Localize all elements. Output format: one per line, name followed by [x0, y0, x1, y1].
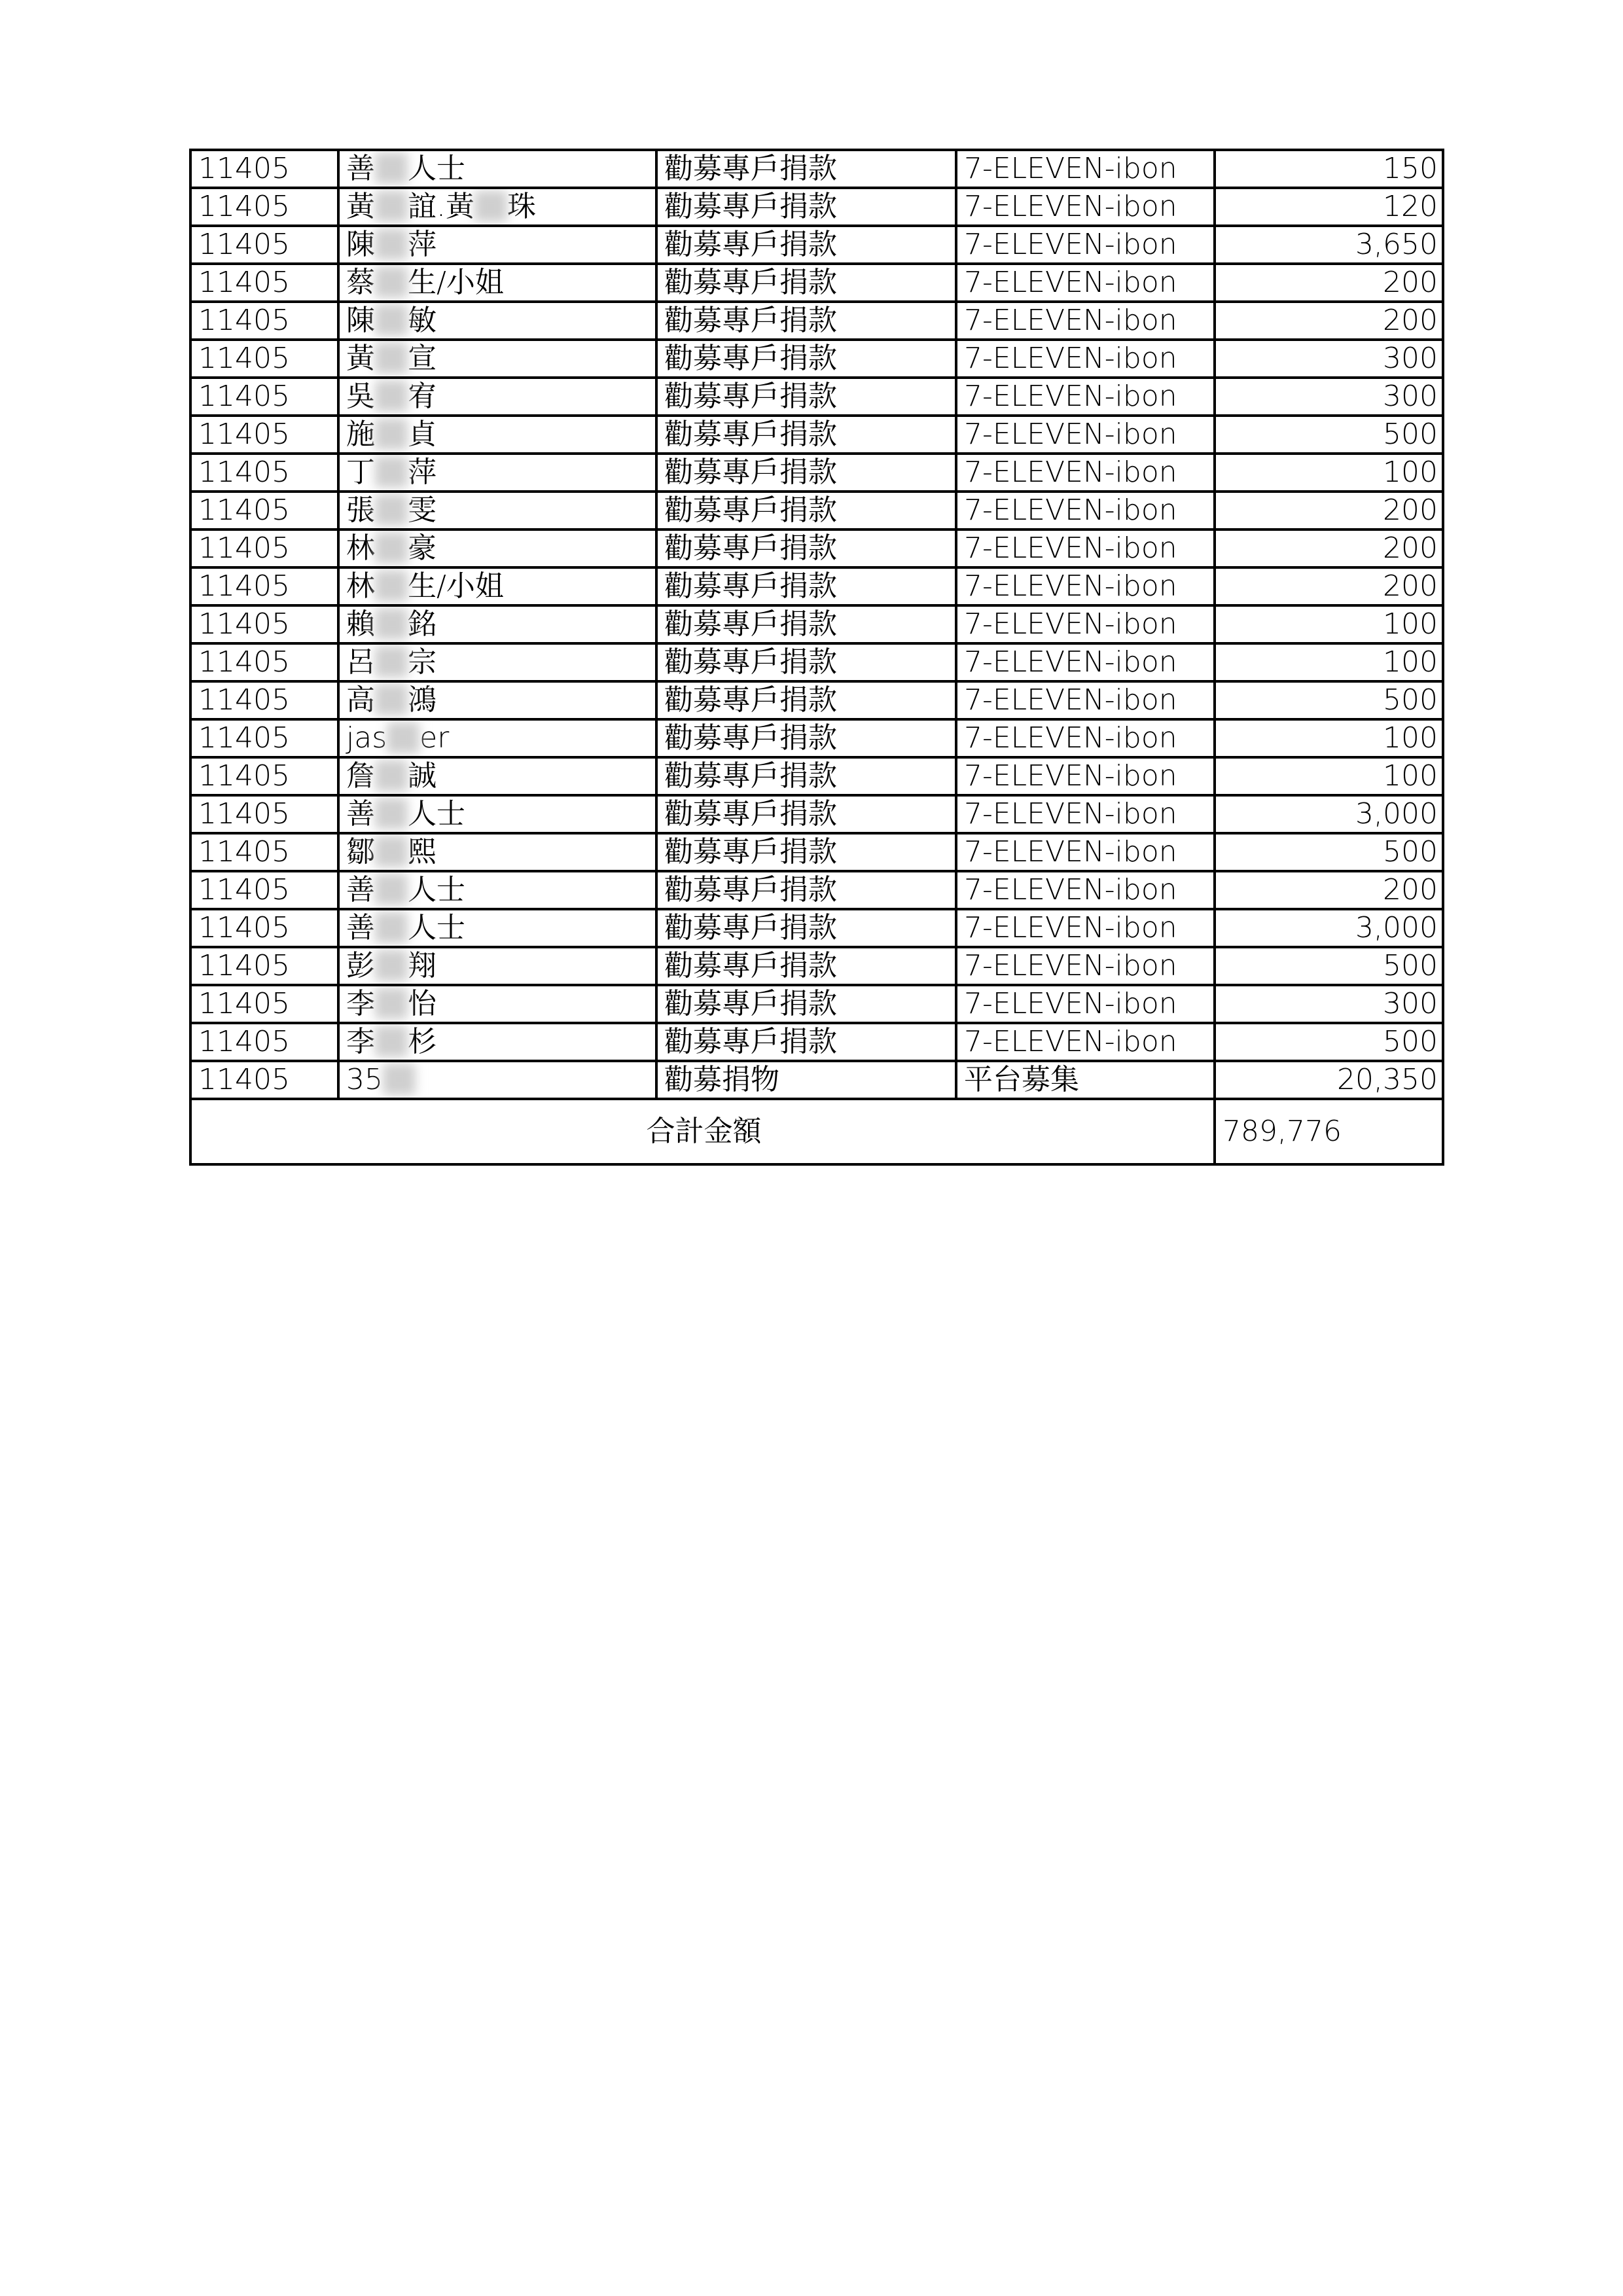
donor-name-cell [338, 302, 656, 340]
payment-channel-cell: 7-ELEVEN-ibon [956, 454, 1215, 492]
donor-name-start: 賴 [346, 607, 375, 641]
donation-item-cell: 勸募專戶捐款 [656, 795, 956, 833]
period-cell: 11405 [190, 643, 338, 681]
donation-item-cell: 勸募專戶捐款 [656, 681, 956, 719]
donor-name-start: 善 [346, 797, 375, 831]
donor-name-cell [338, 795, 656, 833]
amount-cell: 150 [1215, 150, 1443, 188]
donor-name-cell [338, 605, 656, 643]
donor-name-end: 萍 [408, 228, 437, 261]
period-cell: 11405 [190, 757, 338, 795]
table-row [190, 909, 1443, 947]
donation-item-cell: 勸募專戶捐款 [656, 416, 956, 454]
donation-item-cell: 勸募專戶捐款 [656, 871, 956, 909]
period-cell: 11405 [190, 985, 338, 1023]
donor-name-end: 杉 [408, 1025, 437, 1058]
payment-channel-cell: 7-ELEVEN-ibon [956, 833, 1215, 871]
redaction-blur [375, 874, 408, 905]
amount-cell: 200 [1215, 567, 1443, 605]
donor-name-start: jas [346, 721, 387, 755]
payment-channel-cell: 7-ELEVEN-ibon [956, 529, 1215, 567]
donation-item-cell: 勸募專戶捐款 [656, 188, 956, 226]
period-cell: 11405 [190, 795, 338, 833]
donor-name-start: 施 [346, 418, 375, 451]
donation-table [189, 149, 1444, 1166]
donor-name-cell [338, 378, 656, 416]
payment-channel-cell: 平台募集 [956, 1061, 1215, 1099]
donor-name-start: 陳 [346, 228, 375, 261]
donation-item-cell: 勸募專戶捐款 [656, 909, 956, 947]
table-row [190, 719, 1443, 757]
table-row [190, 454, 1443, 492]
payment-channel-cell: 7-ELEVEN-ibon [956, 416, 1215, 454]
donor-name-cell [338, 454, 656, 492]
period-cell: 11405 [190, 264, 338, 302]
redaction-blur [375, 380, 408, 412]
table-row [190, 947, 1443, 985]
redaction-blur [375, 190, 408, 222]
redaction-blur [375, 988, 408, 1019]
table-row [190, 188, 1443, 226]
donor-name-cell [338, 529, 656, 567]
payment-channel-cell: 7-ELEVEN-ibon [956, 302, 1215, 340]
payment-channel-cell: 7-ELEVEN-ibon [956, 681, 1215, 719]
table-row [190, 378, 1443, 416]
table-row [190, 871, 1443, 909]
donor-name-cell [338, 567, 656, 605]
donor-name-end: 敏 [408, 304, 437, 337]
donor-name-end: 豪 [408, 531, 437, 565]
table-row [190, 757, 1443, 795]
period-cell: 11405 [190, 1023, 338, 1061]
table-row [190, 150, 1443, 188]
redaction-blur [375, 494, 408, 526]
payment-channel-cell: 7-ELEVEN-ibon [956, 340, 1215, 378]
donor-name-start: 李 [346, 987, 375, 1020]
donor-name-end: 萍 [408, 456, 437, 489]
total-row [190, 1099, 1443, 1164]
period-cell: 11405 [190, 150, 338, 188]
amount-cell: 200 [1215, 529, 1443, 567]
donor-name-cell [338, 871, 656, 909]
redaction-blur [375, 950, 408, 981]
redaction-blur [375, 456, 408, 488]
donor-name-end: 貞 [408, 418, 437, 451]
donor-name-start: 蔡 [346, 266, 375, 299]
donor-name-start: 林 [346, 531, 375, 565]
redaction-blur [383, 1064, 416, 1095]
amount-cell: 120 [1215, 188, 1443, 226]
payment-channel-cell: 7-ELEVEN-ibon [956, 643, 1215, 681]
payment-channel-cell: 7-ELEVEN-ibon [956, 188, 1215, 226]
amount-cell: 300 [1215, 985, 1443, 1023]
donor-name-end: 人士 [408, 152, 465, 185]
redaction-blur [375, 798, 408, 829]
amount-cell: 3,000 [1215, 795, 1443, 833]
redaction-blur [375, 570, 408, 601]
period-cell: 11405 [190, 378, 338, 416]
amount-cell: 200 [1215, 264, 1443, 302]
table-row [190, 833, 1443, 871]
amount-cell: 500 [1215, 1023, 1443, 1061]
period-cell: 11405 [190, 567, 338, 605]
donor-name-end: 誼.黃 [408, 190, 474, 223]
donation-item-cell: 勸募專戶捐款 [656, 947, 956, 985]
donor-name-start: 善 [346, 911, 375, 944]
period-cell: 11405 [190, 454, 338, 492]
redaction-blur [375, 912, 408, 943]
amount-cell: 200 [1215, 871, 1443, 909]
donor-name-start: 高 [346, 683, 375, 717]
period-cell: 11405 [190, 833, 338, 871]
donor-name-end: 雯 [408, 493, 437, 527]
redaction-blur [375, 532, 408, 564]
payment-channel-cell: 7-ELEVEN-ibon [956, 795, 1215, 833]
donor-name-end: 怡 [408, 987, 437, 1020]
donor-name-cell [338, 833, 656, 871]
payment-channel-cell: 7-ELEVEN-ibon [956, 909, 1215, 947]
payment-channel-cell: 7-ELEVEN-ibon [956, 492, 1215, 529]
period-cell: 11405 [190, 719, 338, 757]
donor-name-start: 呂 [346, 645, 375, 679]
donor-name-start: 吳 [346, 380, 375, 413]
period-cell: 11405 [190, 302, 338, 340]
donor-name-end: 宗 [408, 645, 437, 679]
period-cell: 11405 [190, 492, 338, 529]
amount-cell: 300 [1215, 340, 1443, 378]
period-cell: 11405 [190, 947, 338, 985]
amount-cell: 200 [1215, 302, 1443, 340]
period-cell: 11405 [190, 1061, 338, 1099]
donor-name-end: 翔 [408, 949, 437, 982]
amount-cell: 100 [1215, 454, 1443, 492]
donation-table-body [190, 150, 1443, 1099]
donor-name-start: 善 [346, 152, 375, 185]
amount-cell: 500 [1215, 833, 1443, 871]
payment-channel-cell: 7-ELEVEN-ibon [956, 264, 1215, 302]
amount-cell: 3,000 [1215, 909, 1443, 947]
donation-item-cell: 勸募專戶捐款 [656, 150, 956, 188]
donor-name-cell [338, 947, 656, 985]
amount-cell: 300 [1215, 378, 1443, 416]
donor-name-cell [338, 188, 656, 226]
payment-channel-cell: 7-ELEVEN-ibon [956, 947, 1215, 985]
donor-name-end: 人士 [408, 911, 465, 944]
redaction-blur [375, 1026, 408, 1057]
payment-channel-cell: 7-ELEVEN-ibon [956, 719, 1215, 757]
payment-channel-cell: 7-ELEVEN-ibon [956, 226, 1215, 264]
donation-item-cell: 勸募專戶捐款 [656, 529, 956, 567]
donor-name-cell [338, 492, 656, 529]
donor-name-start: 黃 [346, 342, 375, 375]
period-cell: 11405 [190, 416, 338, 454]
redaction-blur [375, 608, 408, 639]
donor-name-start: 詹 [346, 759, 375, 793]
donor-name-end: 生/小姐 [408, 266, 504, 299]
donation-item-cell: 勸募捐物 [656, 1061, 956, 1099]
donor-name-end: 人士 [408, 797, 465, 831]
table-row [190, 492, 1443, 529]
donor-name-start: 張 [346, 493, 375, 527]
donation-item-cell: 勸募專戶捐款 [656, 985, 956, 1023]
donation-item-cell: 勸募專戶捐款 [656, 378, 956, 416]
donation-item-cell: 勸募專戶捐款 [656, 757, 956, 795]
payment-channel-cell: 7-ELEVEN-ibon [956, 871, 1215, 909]
table-row [190, 643, 1443, 681]
donor-name-cell [338, 909, 656, 947]
table-row [190, 985, 1443, 1023]
donor-name-cell [338, 416, 656, 454]
table-row [190, 302, 1443, 340]
table-row [190, 264, 1443, 302]
donor-name-start: 善 [346, 873, 375, 906]
period-cell: 11405 [190, 605, 338, 643]
donor-name-cell [338, 757, 656, 795]
donor-name-cell [338, 150, 656, 188]
amount-cell: 20,350 [1215, 1061, 1443, 1099]
donor-name-cell [338, 1023, 656, 1061]
amount-cell: 100 [1215, 757, 1443, 795]
donation-item-cell: 勸募專戶捐款 [656, 605, 956, 643]
donation-item-cell: 勸募專戶捐款 [656, 567, 956, 605]
donor-name-end: 熙 [408, 835, 437, 869]
donor-name-end: 宣 [408, 342, 437, 375]
donation-item-cell: 勸募專戶捐款 [656, 302, 956, 340]
period-cell: 11405 [190, 188, 338, 226]
total-section [190, 1099, 1443, 1164]
table-row [190, 1061, 1443, 1099]
amount-cell: 100 [1215, 605, 1443, 643]
donor-name-end: 人士 [408, 873, 465, 906]
payment-channel-cell: 7-ELEVEN-ibon [956, 378, 1215, 416]
redaction-blur [375, 760, 408, 791]
donor-name-cell [338, 264, 656, 302]
period-cell: 11405 [190, 681, 338, 719]
donor-name-end: 生/小姐 [408, 569, 504, 603]
donation-item-cell: 勸募專戶捐款 [656, 833, 956, 871]
payment-channel-cell: 7-ELEVEN-ibon [956, 757, 1215, 795]
table-row [190, 605, 1443, 643]
amount-cell: 3,650 [1215, 226, 1443, 264]
donation-item-cell: 勸募專戶捐款 [656, 492, 956, 529]
donor-name-start: 黃 [346, 190, 375, 223]
redaction-blur [375, 152, 408, 184]
amount-cell: 200 [1215, 492, 1443, 529]
redaction-blur [375, 684, 408, 715]
amount-cell: 100 [1215, 719, 1443, 757]
period-cell: 11405 [190, 226, 338, 264]
donor-name-start: 彭 [346, 949, 375, 982]
donor-name-end: 宥 [408, 380, 437, 413]
period-cell: 11405 [190, 871, 338, 909]
table-row [190, 1023, 1443, 1061]
redaction-blur [474, 190, 507, 222]
donation-item-cell: 勸募專戶捐款 [656, 719, 956, 757]
donor-name-start: 35 [346, 1063, 383, 1096]
table-row [190, 416, 1443, 454]
donor-name-start: 鄒 [346, 835, 375, 869]
table-row [190, 567, 1443, 605]
donor-name-start: 丁 [346, 456, 375, 489]
total-label: 合計金額 [190, 1099, 1215, 1164]
redaction-blur [375, 836, 408, 867]
redaction-blur [375, 304, 408, 336]
donor-name-start: 林 [346, 569, 375, 603]
donor-name-end: er [419, 721, 450, 755]
donor-name-cell [338, 226, 656, 264]
payment-channel-cell: 7-ELEVEN-ibon [956, 605, 1215, 643]
table-row [190, 681, 1443, 719]
donor-name-cell [338, 985, 656, 1023]
donor-name-start: 陳 [346, 304, 375, 337]
payment-channel-cell: 7-ELEVEN-ibon [956, 567, 1215, 605]
table-row [190, 340, 1443, 378]
donor-name-cell [338, 1061, 656, 1099]
donor-name-cell [338, 643, 656, 681]
payment-channel-cell: 7-ELEVEN-ibon [956, 1023, 1215, 1061]
redaction-blur [375, 342, 408, 374]
amount-cell: 500 [1215, 681, 1443, 719]
redaction-blur [375, 228, 408, 260]
table-row [190, 529, 1443, 567]
amount-cell: 500 [1215, 416, 1443, 454]
donation-item-cell: 勸募專戶捐款 [656, 454, 956, 492]
redaction-blur [375, 646, 408, 677]
period-cell: 11405 [190, 529, 338, 567]
donor-name-start: 李 [346, 1025, 375, 1058]
total-amount: 789,776 [1215, 1099, 1443, 1164]
donor-name-cell [338, 340, 656, 378]
redaction-blur [387, 722, 419, 753]
donation-item-cell: 勸募專戶捐款 [656, 264, 956, 302]
period-cell: 11405 [190, 909, 338, 947]
donor-name-end: 鴻 [408, 683, 437, 717]
donation-item-cell: 勸募專戶捐款 [656, 226, 956, 264]
period-cell: 11405 [190, 340, 338, 378]
redaction-blur [375, 266, 408, 298]
table-row [190, 226, 1443, 264]
payment-channel-cell: 7-ELEVEN-ibon [956, 150, 1215, 188]
amount-cell: 100 [1215, 643, 1443, 681]
donor-name-tail: 珠 [507, 190, 536, 223]
donor-name-end: 銘 [408, 607, 437, 641]
donation-item-cell: 勸募專戶捐款 [656, 340, 956, 378]
redaction-blur [375, 418, 408, 450]
donation-item-cell: 勸募專戶捐款 [656, 1023, 956, 1061]
amount-cell: 500 [1215, 947, 1443, 985]
donation-item-cell: 勸募專戶捐款 [656, 643, 956, 681]
donor-name-cell [338, 719, 656, 757]
donor-name-cell [338, 681, 656, 719]
payment-channel-cell: 7-ELEVEN-ibon [956, 985, 1215, 1023]
donor-name-end: 誠 [408, 759, 437, 793]
table-row [190, 795, 1443, 833]
